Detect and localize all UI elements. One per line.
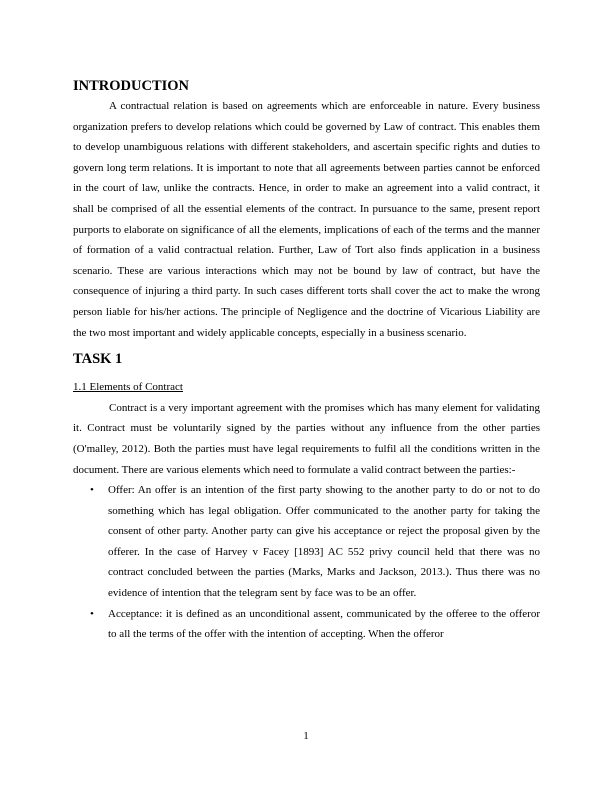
elements-of-contract-subheading: 1.1 Elements of Contract (73, 381, 183, 394)
bullet-acceptance (73, 604, 540, 645)
page-number: 1 (303, 730, 309, 742)
elements-bullet-list (73, 480, 540, 645)
bullet-offer-text: Offer: An offer is an intention of the first party showing to the another party to do or not to do something which has legal obligation. Offer communicated to the another party for taking the consent of other party. Another party can give his acceptance or reject the proposal given by the offerer. In the case of Harvey v Facey [1893] AC 552 privy council held that there was no contract concluded between the parties (Marks, Marks and Jackson, 2013.). Thus there was no evidence of intention that the telegram sent by face was to be an offer. (108, 484, 540, 600)
bullet-dot-icon: • (90, 484, 94, 497)
bullet-acceptance-text: Acceptance: it is defined as an unconditional assent, communicated by the offeree to the offeror to all the terms of the offer with the intention of accepting. When the offeror (108, 607, 540, 641)
page-content (73, 76, 540, 645)
task1-heading: TASK 1 (73, 351, 123, 368)
bullet-offer (73, 480, 540, 604)
bullet-dot-icon: • (90, 607, 94, 620)
task1-paragraph: Contract is a very important agreement with the promises which has many element for validating it. Contract must be voluntarily signed by the parties without any influence from the other parties (O'malley, 2012). Both the parties must have legal requirements to fulfil all the conditions written in the document. There are various elements which need to formulate a valid contract between the parties:- (73, 401, 540, 476)
introduction-heading: INTRODUCTION (73, 78, 190, 94)
introduction-paragraph: A contractual relation is based on agreements which are enforceable in nature. Every business organization prefers to develop relations which could be governed by Law of contract. This enables them to develop unambiguous relations with different stakeholders, and ascertain specific rights and duties to govern long term relations. It is important to note that all agreements between parties cannot be enforced in the court of law, unlike the contracts. Hence, in order to make an agreement into a valid contract, it shall be comprised of all the essential elements of the contract. In pursuance to the same, present report purports to elaborate on significance of all the elements, implications of each of the terms and the manner of formation of a valid contractual relation. Further, Law of Tort also finds application in a business scenario. These are various interactions which may not be bound by law of contract, but have the consequence of injuring a third party. In such cases different torts shall cover the act to make the wrong person liable for his/her actions. The principle of Negligence and the doctrine of Vicarious Liability are the two most important and widely applicable concepts, especially in a business scenario. (73, 100, 540, 339)
